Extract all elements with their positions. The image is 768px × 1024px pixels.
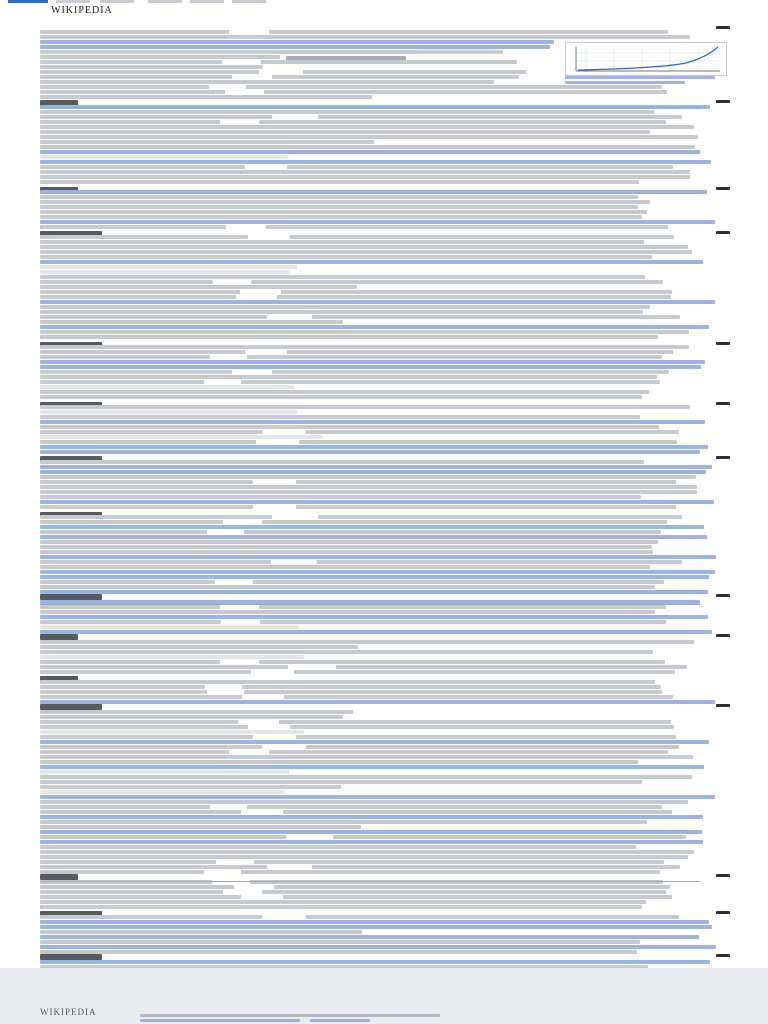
text-line[interactable] bbox=[40, 45, 550, 49]
text-line[interactable] bbox=[40, 630, 712, 634]
inline-formula-gap bbox=[234, 885, 274, 889]
text-line bbox=[40, 180, 639, 184]
text-line bbox=[40, 310, 643, 314]
text-line bbox=[40, 620, 666, 624]
text-line[interactable] bbox=[40, 365, 701, 369]
inline-formula-gap bbox=[205, 685, 242, 689]
section-divider bbox=[40, 604, 700, 605]
browser-tab[interactable] bbox=[232, 0, 266, 3]
text-line bbox=[40, 90, 667, 94]
text-line bbox=[40, 640, 694, 644]
inline-formula-gap bbox=[236, 295, 277, 299]
inline-formula-gap bbox=[245, 350, 287, 354]
inline-formula-gap bbox=[225, 90, 264, 94]
text-line[interactable] bbox=[40, 535, 707, 539]
text-line bbox=[40, 215, 642, 219]
hamburger-icon[interactable] bbox=[716, 402, 730, 405]
text-line bbox=[40, 205, 638, 209]
text-line bbox=[40, 820, 647, 824]
text-line bbox=[40, 370, 669, 374]
inline-formula-gap bbox=[248, 235, 290, 239]
text-line bbox=[40, 435, 323, 439]
hamburger-icon[interactable] bbox=[716, 342, 730, 345]
text-line bbox=[40, 240, 644, 244]
text-line bbox=[40, 895, 672, 899]
text-line[interactable] bbox=[40, 830, 702, 834]
text-line bbox=[40, 550, 653, 554]
inline-formula-gap bbox=[262, 745, 306, 749]
text-line bbox=[40, 720, 671, 724]
text-line bbox=[40, 860, 664, 864]
text-line bbox=[40, 460, 644, 464]
text-line bbox=[40, 305, 650, 309]
text-line bbox=[40, 440, 677, 444]
text-line bbox=[40, 930, 362, 934]
text-line bbox=[40, 745, 679, 749]
text-line bbox=[40, 405, 690, 409]
text-line[interactable] bbox=[40, 795, 715, 799]
page-title bbox=[40, 15, 680, 27]
inline-formula-gap bbox=[223, 890, 262, 894]
text-line bbox=[40, 255, 652, 259]
text-line[interactable] bbox=[40, 220, 715, 224]
text-line bbox=[40, 285, 357, 289]
section-divider bbox=[40, 107, 700, 108]
inline-formula-gap bbox=[251, 670, 294, 674]
text-line[interactable] bbox=[40, 160, 711, 164]
text-line bbox=[40, 65, 263, 69]
text-line bbox=[40, 825, 361, 829]
text-line[interactable] bbox=[40, 40, 554, 44]
text-line[interactable] bbox=[40, 615, 708, 619]
text-line bbox=[40, 690, 662, 694]
text-line[interactable] bbox=[40, 815, 703, 819]
text-line bbox=[40, 850, 694, 854]
text-line bbox=[40, 170, 690, 174]
wikipedia-wordmark[interactable]: WIKIPEDIA bbox=[51, 5, 113, 16]
inline-formula-gap bbox=[215, 580, 253, 584]
text-line bbox=[40, 885, 670, 889]
text-line[interactable] bbox=[40, 740, 709, 744]
text-line[interactable] bbox=[40, 555, 716, 559]
inline-formula-gap bbox=[210, 805, 247, 809]
browser-tab[interactable] bbox=[148, 0, 182, 3]
text-line[interactable] bbox=[40, 360, 705, 364]
text-line bbox=[40, 475, 696, 479]
text-line bbox=[40, 35, 690, 39]
text-line bbox=[40, 685, 661, 689]
text-line bbox=[40, 725, 674, 729]
text-line[interactable] bbox=[40, 150, 700, 154]
browser-tab[interactable] bbox=[190, 0, 224, 3]
text-line[interactable] bbox=[40, 420, 705, 424]
text-line bbox=[40, 195, 638, 199]
text-line bbox=[40, 350, 673, 354]
text-line bbox=[40, 85, 662, 89]
text-line bbox=[40, 695, 673, 699]
inline-formula-gap bbox=[213, 280, 251, 284]
text-line bbox=[40, 330, 689, 334]
text-line bbox=[40, 380, 660, 384]
text-line bbox=[40, 940, 640, 944]
hamburger-icon[interactable] bbox=[716, 231, 730, 234]
text-line bbox=[40, 810, 672, 814]
inline-formula-gap bbox=[232, 75, 272, 79]
browser-tab[interactable] bbox=[8, 0, 48, 3]
text-line bbox=[40, 355, 662, 359]
browser-tab[interactable] bbox=[56, 0, 90, 3]
text-line bbox=[40, 145, 695, 149]
text-line bbox=[40, 870, 660, 874]
text-line bbox=[40, 165, 673, 169]
text-line[interactable] bbox=[40, 300, 715, 304]
inline-formula-gap bbox=[210, 355, 247, 359]
text-line bbox=[40, 900, 646, 904]
text-line bbox=[40, 55, 280, 59]
article-page bbox=[0, 4, 768, 968]
inline-formula-gap bbox=[248, 725, 290, 729]
text-line bbox=[40, 495, 641, 499]
text-line bbox=[40, 775, 692, 779]
text-line bbox=[40, 225, 668, 229]
text-line bbox=[40, 905, 642, 909]
text-line bbox=[40, 520, 667, 524]
text-line bbox=[40, 585, 655, 589]
text-line bbox=[40, 315, 680, 319]
text-line[interactable] bbox=[40, 920, 709, 924]
hamburger-icon[interactable] bbox=[716, 594, 730, 597]
text-line bbox=[40, 415, 640, 419]
inline-formula-gap bbox=[220, 660, 259, 664]
text-line bbox=[40, 115, 682, 119]
text-line[interactable] bbox=[40, 450, 700, 454]
inline-formula-gap bbox=[221, 620, 260, 624]
inline-formula-gap bbox=[262, 915, 306, 919]
text-line[interactable] bbox=[40, 960, 710, 964]
text-line bbox=[40, 345, 689, 349]
infobox-caption bbox=[565, 76, 715, 79]
inline-formula-gap bbox=[272, 115, 318, 119]
text-line bbox=[40, 710, 353, 714]
text-line bbox=[40, 140, 374, 144]
section-divider bbox=[40, 881, 700, 882]
text-line bbox=[40, 265, 297, 269]
text-line bbox=[40, 670, 675, 674]
text-line bbox=[40, 545, 652, 549]
text-line bbox=[40, 210, 647, 214]
text-line bbox=[40, 410, 297, 414]
inline-formula-gap bbox=[238, 720, 279, 724]
inline-formula-gap bbox=[245, 165, 287, 169]
text-line bbox=[40, 50, 503, 54]
inline-formula-gap bbox=[242, 695, 284, 699]
text-line bbox=[40, 770, 289, 774]
text-line bbox=[40, 760, 638, 764]
text-line bbox=[40, 270, 289, 274]
text-line bbox=[40, 485, 697, 489]
inline-formula-gap bbox=[253, 480, 296, 484]
text-line bbox=[40, 375, 657, 379]
inline-formula-gap bbox=[209, 85, 246, 89]
text-line bbox=[40, 790, 285, 794]
text-line bbox=[40, 110, 654, 114]
text-line bbox=[40, 515, 682, 519]
text-line bbox=[40, 645, 358, 649]
inline-formula-gap bbox=[241, 810, 283, 814]
hamburger-icon[interactable] bbox=[716, 954, 730, 957]
inline-formula-gap bbox=[216, 860, 254, 864]
inline-formula-gap bbox=[253, 505, 296, 509]
text-line bbox=[40, 625, 299, 629]
hamburger-icon[interactable] bbox=[716, 874, 730, 877]
hamburger-icon[interactable] bbox=[716, 100, 730, 103]
inline-formula-gap bbox=[223, 520, 262, 524]
text-line bbox=[40, 855, 688, 859]
text-line bbox=[40, 580, 664, 584]
text-line bbox=[40, 425, 659, 429]
inline-formula-gap bbox=[229, 30, 269, 34]
line-chart-icon bbox=[566, 43, 726, 75]
text-line bbox=[40, 540, 658, 544]
text-line[interactable] bbox=[40, 465, 712, 469]
text-line bbox=[40, 565, 650, 569]
text-line[interactable] bbox=[40, 840, 703, 844]
hamburger-icon[interactable] bbox=[716, 456, 730, 459]
text-line bbox=[40, 560, 682, 564]
text-line bbox=[40, 890, 666, 894]
text-line bbox=[40, 235, 674, 239]
text-line bbox=[40, 800, 688, 804]
inline-formula-gap bbox=[253, 735, 296, 739]
inline-formula-gap bbox=[240, 290, 281, 294]
text-line bbox=[40, 715, 343, 719]
text-line bbox=[40, 735, 676, 739]
text-line bbox=[40, 280, 663, 284]
text-line bbox=[40, 845, 636, 849]
text-line bbox=[40, 950, 637, 954]
inline-formula-gap bbox=[286, 835, 333, 839]
text-line bbox=[40, 245, 688, 249]
text-line bbox=[40, 480, 676, 484]
text-line bbox=[40, 135, 698, 139]
text-line bbox=[40, 835, 686, 839]
text-line bbox=[40, 650, 653, 654]
inline-formula-gap bbox=[220, 605, 259, 609]
text-line bbox=[40, 30, 668, 34]
text-line[interactable] bbox=[40, 470, 706, 474]
text-line bbox=[40, 750, 668, 754]
text-line bbox=[40, 60, 517, 64]
hamburger-icon[interactable] bbox=[716, 911, 730, 914]
browser-tab[interactable] bbox=[100, 0, 134, 3]
footer-wordmark: WIKIPEDIA bbox=[40, 1007, 97, 1017]
text-line bbox=[40, 430, 679, 434]
footer-link[interactable] bbox=[210, 1019, 300, 1022]
text-line[interactable] bbox=[40, 325, 709, 329]
text-line bbox=[40, 395, 642, 399]
text-line bbox=[40, 295, 671, 299]
text-line bbox=[40, 200, 650, 204]
inline-formula-gap bbox=[204, 870, 241, 874]
text-line[interactable] bbox=[40, 945, 716, 949]
text-line[interactable] bbox=[40, 445, 708, 449]
text-line bbox=[40, 490, 697, 494]
text-line bbox=[40, 780, 642, 784]
text-line bbox=[40, 75, 519, 79]
inline-formula-gap bbox=[262, 430, 306, 434]
text-line bbox=[40, 680, 655, 684]
hamburger-icon[interactable] bbox=[716, 26, 730, 29]
text-line bbox=[40, 250, 692, 254]
inline-formula-gap bbox=[271, 560, 317, 564]
text-line bbox=[40, 95, 372, 99]
text-line bbox=[40, 805, 662, 809]
text-line[interactable] bbox=[40, 935, 699, 939]
hamburger-icon[interactable] bbox=[716, 704, 730, 707]
text-line[interactable] bbox=[40, 765, 704, 769]
text-line[interactable] bbox=[40, 925, 712, 929]
inline-formula-gap bbox=[259, 70, 303, 74]
inline-formula-gap bbox=[267, 865, 312, 869]
text-line bbox=[40, 80, 494, 84]
section-divider bbox=[40, 193, 700, 194]
text-line bbox=[40, 385, 294, 389]
text-line bbox=[40, 390, 649, 394]
infobox-caption bbox=[565, 81, 685, 84]
inline-formula-gap bbox=[207, 690, 244, 694]
page-footer bbox=[0, 968, 768, 1024]
text-line bbox=[40, 865, 680, 869]
hamburger-icon[interactable] bbox=[716, 634, 730, 637]
inline-formula-gap bbox=[288, 665, 336, 669]
footer-text-line bbox=[140, 1014, 440, 1017]
text-line bbox=[40, 730, 304, 734]
text-line bbox=[40, 290, 672, 294]
text-line bbox=[40, 505, 676, 509]
text-line[interactable] bbox=[40, 500, 714, 504]
text-line bbox=[40, 120, 666, 124]
inline-formula-gap bbox=[232, 370, 272, 374]
text-line bbox=[40, 155, 288, 159]
inline-formula-gap bbox=[267, 315, 312, 319]
text-line bbox=[40, 130, 650, 134]
text-line[interactable] bbox=[40, 260, 703, 264]
text-line bbox=[40, 530, 661, 534]
text-line[interactable] bbox=[40, 570, 715, 574]
inline-formula-gap bbox=[241, 895, 283, 899]
hamburger-icon[interactable] bbox=[716, 187, 730, 190]
infobox-chart[interactable] bbox=[565, 42, 727, 76]
text-line[interactable] bbox=[40, 590, 708, 594]
text-line[interactable] bbox=[40, 575, 709, 579]
text-line[interactable] bbox=[40, 525, 704, 529]
text-line bbox=[40, 275, 645, 279]
text-line bbox=[40, 605, 666, 609]
text-line bbox=[40, 665, 687, 669]
inline-formula-gap bbox=[222, 60, 261, 64]
text-line bbox=[40, 320, 343, 324]
inline-formula-gap bbox=[204, 380, 241, 384]
inline-formula-gap bbox=[207, 530, 244, 534]
text-line bbox=[40, 915, 679, 919]
text-line[interactable] bbox=[40, 700, 715, 704]
footer-link[interactable] bbox=[310, 1019, 370, 1022]
text-line bbox=[40, 655, 304, 659]
inline-formula-gap bbox=[272, 515, 318, 519]
text-line bbox=[40, 755, 693, 759]
text-line bbox=[40, 335, 658, 339]
text-line bbox=[40, 785, 341, 789]
inline-formula-gap bbox=[226, 225, 266, 229]
inline-formula-gap bbox=[229, 750, 269, 754]
text-line bbox=[40, 610, 655, 614]
text-line bbox=[40, 125, 694, 129]
inline-formula-gap bbox=[256, 440, 299, 444]
text-line bbox=[40, 175, 690, 179]
text-line bbox=[40, 660, 665, 664]
inline-formula-gap bbox=[220, 120, 259, 124]
